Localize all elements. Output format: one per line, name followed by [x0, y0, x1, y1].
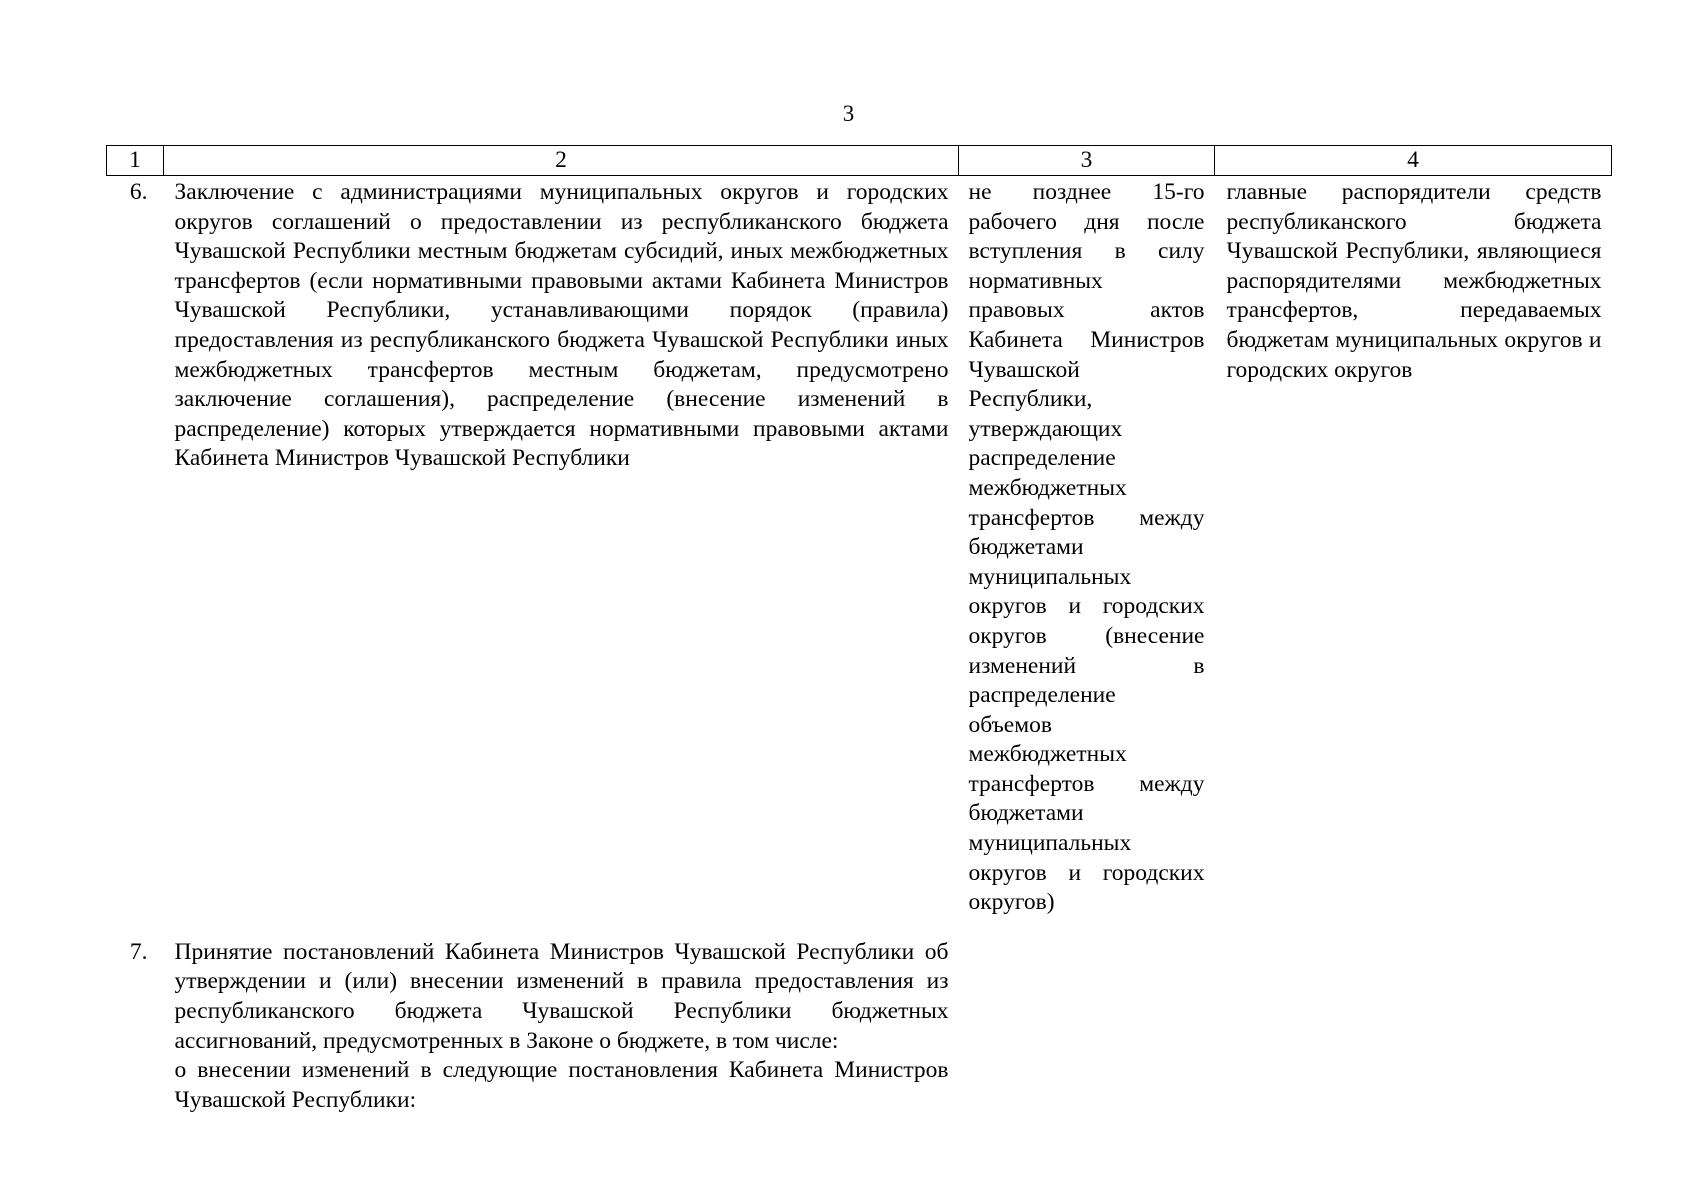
row-responsible: главные распорядители средств республиканского бюджета Чувашской Республики, являющиеся распорядителями межбюджетных трансфертов, передаваемых бюджетам муниципальных округов и городских округов — [1226, 179, 1602, 383]
row-number: 7. — [129, 938, 148, 965]
row-term: не позднее 15-го рабочего дня после вступления в силу нормативных правовых актов Кабинета Министров Чувашской Республики, утверждающих распределение межбюджетных трансфертов между бюджетами муниципальных округов и городских округов (внесение изменений в распределение объемов межбюджетных трансфертов между бюджетами муниципальных округов и городских округов) — [968, 179, 1205, 916]
row-description-extra: о внесении изменений в следующие постановления Кабинета Министров Чувашской Республики: — [174, 1057, 949, 1113]
row-description: Заключение с администрациями муниципальных округов и городских округов соглашений о предоставлении из республиканского бюджета Чувашской Республики местным бюджетам субсидий, иных межбюджетных трансфертов (если нормативными правовыми актами Кабинета Министров Чувашской Республики, устанавливающими порядок (правила) предоставления из республиканского бюджета Чувашской Республики иных межбюджетных трансфертов местным бюджетам, предусмотрено заключение соглашения), распределение (внесение изменений в распределение) которых утверждается нормативными правовыми актами Кабинета Министров Чувашской Республики — [174, 179, 949, 472]
row-description-cell — [164, 918, 959, 1116]
column-header-1: 1 — [107, 146, 164, 176]
table-row — [107, 918, 1612, 1116]
column-header-2: 2 — [164, 146, 959, 176]
row-responsible — [1215, 918, 1612, 1116]
document-table — [106, 145, 1612, 1115]
column-header-4: 4 — [1215, 146, 1612, 176]
row-description: Принятие постановлений Кабинета Министров Чувашской Республики об утверждении и (или) внесении изменений в правила предоставления из республиканского бюджета Чувашской Республики бюджетных ассигнований, предусмотренных в Законе о бюджете, в том числе: — [174, 938, 949, 1054]
table-header-row — [107, 146, 1612, 176]
row-number: 6. — [129, 179, 148, 205]
column-header-3: 3 — [959, 146, 1215, 176]
row-term — [959, 918, 1215, 1116]
page-number: 3 — [842, 101, 855, 126]
table-row — [107, 176, 1612, 918]
